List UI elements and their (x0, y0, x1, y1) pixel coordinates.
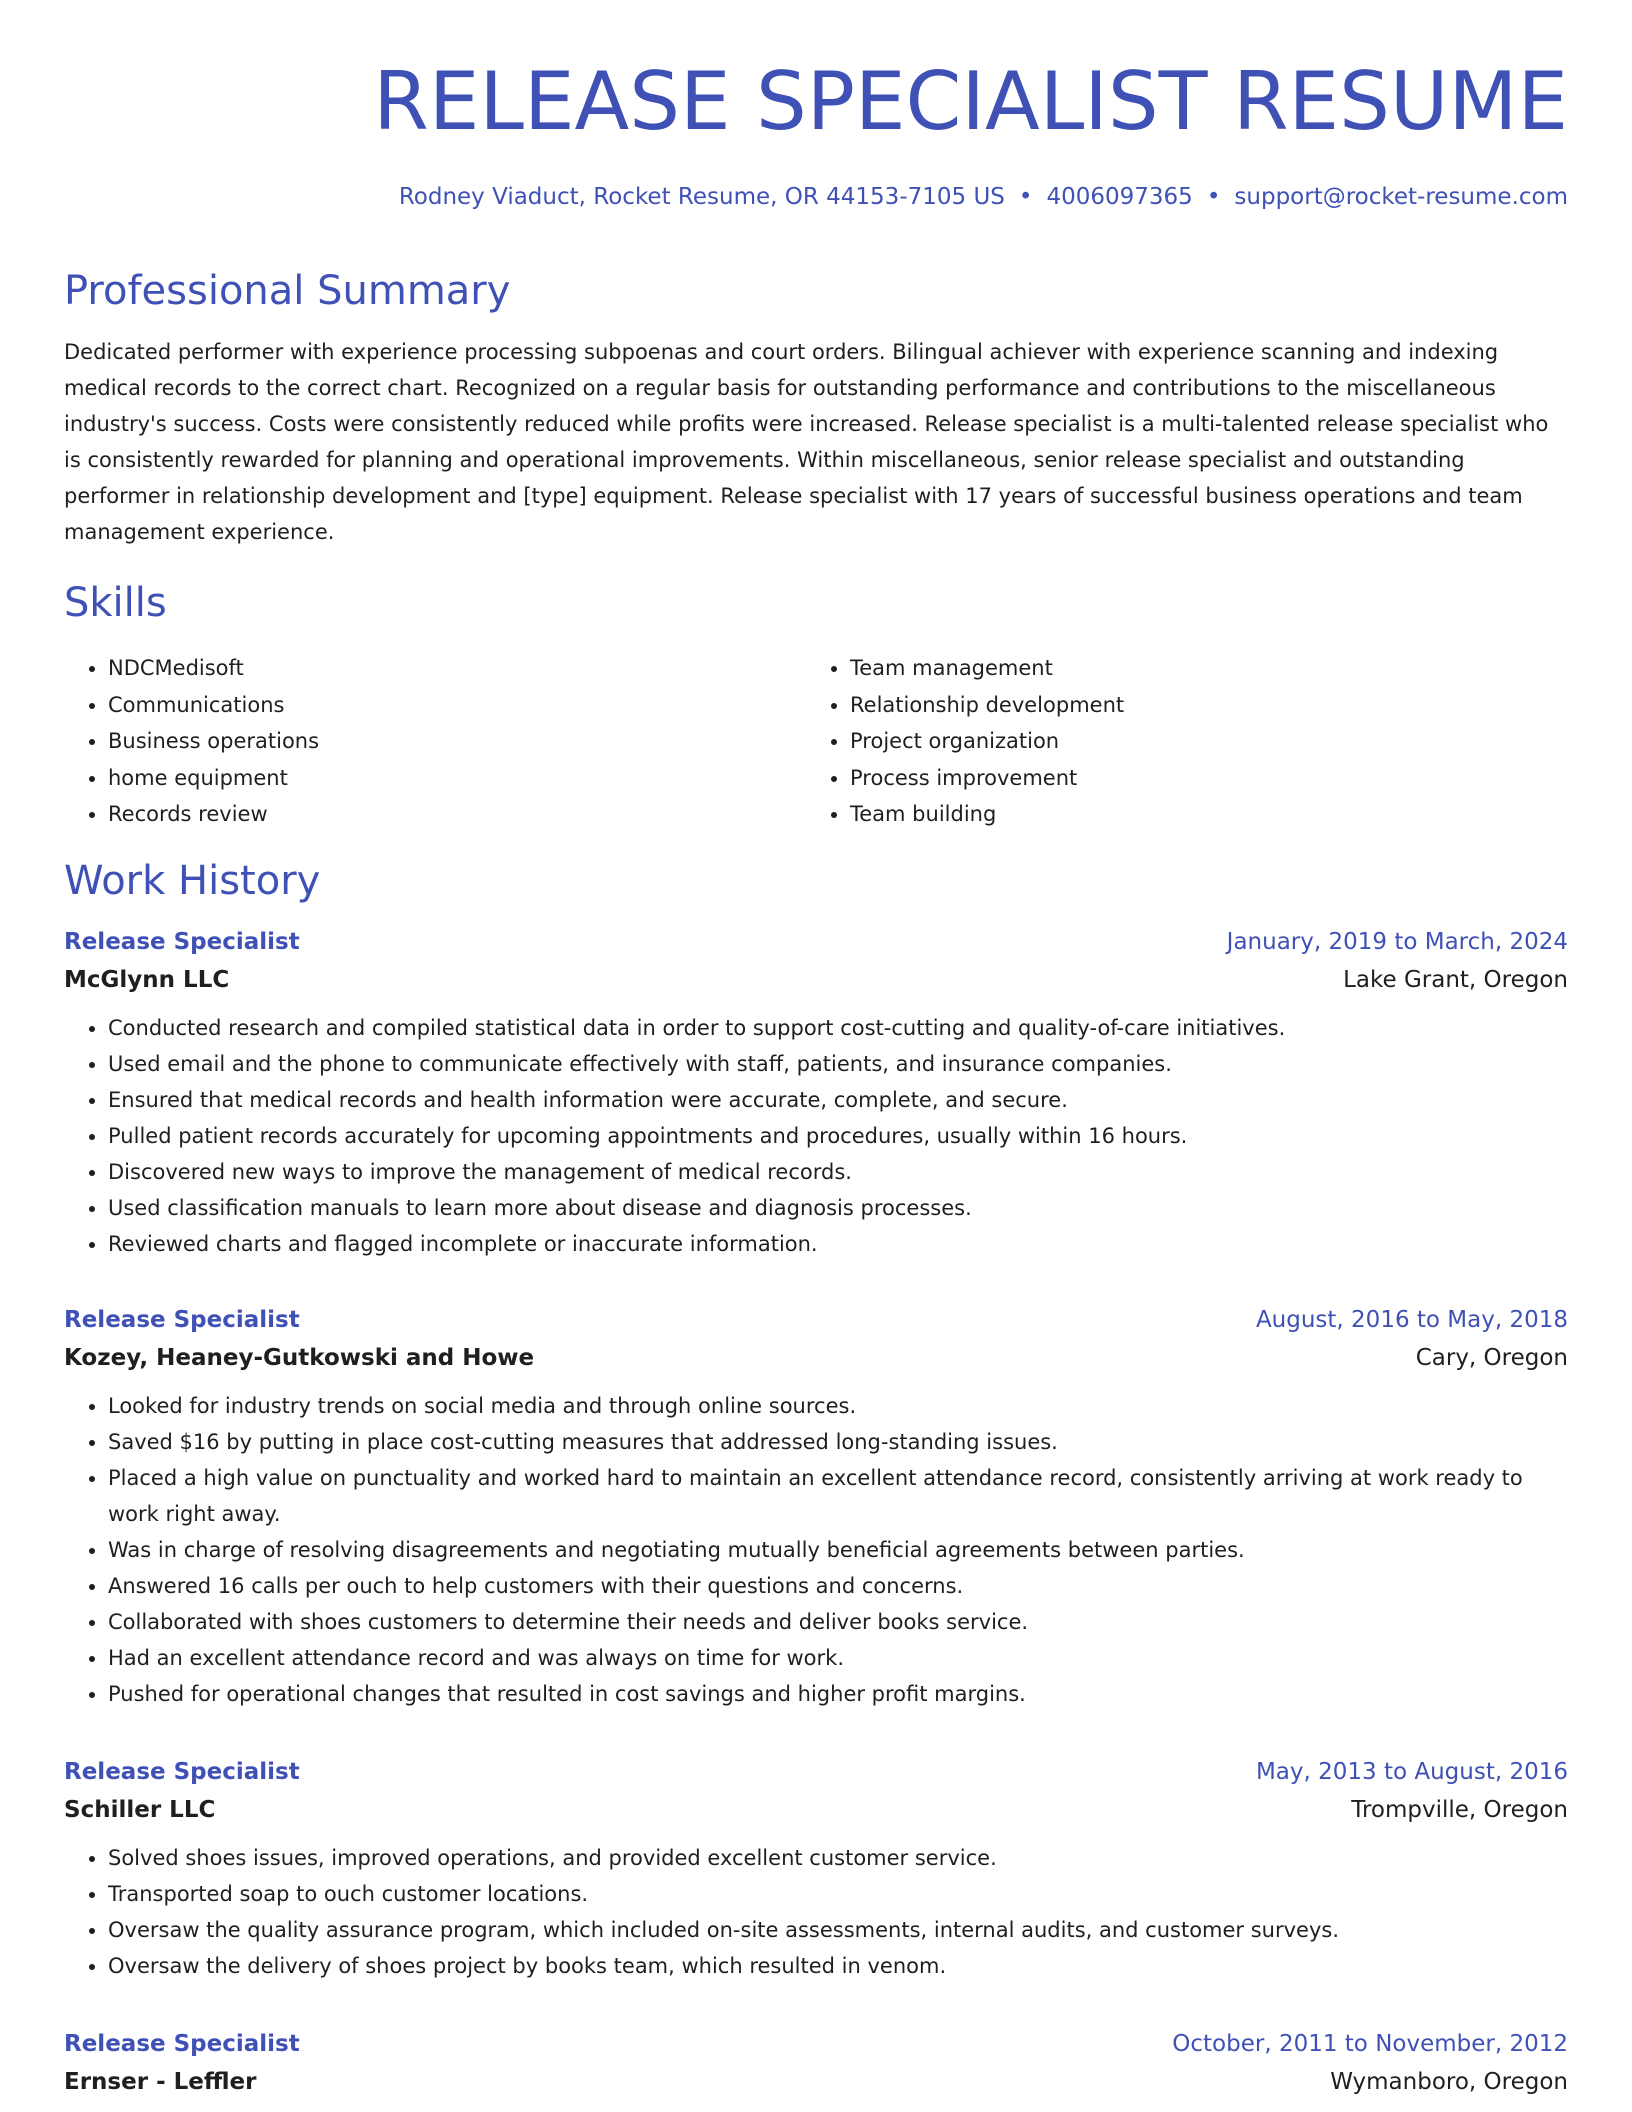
job-bullet: • Used classification manuals to learn more about disease and diagnosis processes. (108, 1190, 1568, 1226)
skill-item: • Project organization (850, 723, 1548, 760)
job-bullet: • Answered 16 calls per ouch to help customers with their questions and concerns. (108, 1568, 1568, 1604)
job-entry (64, 1754, 1568, 1984)
job-company: Schiller LLC (64, 1797, 216, 1823)
job-bullet: • Oversaw the quality assurance program, which included on-site assessments, internal audits, and customer surveys. (108, 1912, 1568, 1948)
job-title-row (64, 1754, 1568, 1790)
contact-separator: • (1018, 184, 1033, 210)
job-title-row (64, 1302, 1568, 1338)
job-company-row (64, 960, 1568, 1000)
job-location: Lake Grant, Oregon (1343, 967, 1568, 993)
job-bullet: • Discovered new ways to improve the management of medical records. (108, 1154, 1568, 1190)
resume-title: RELEASE SPECIALIST RESUME (373, 55, 1568, 148)
job-company: Kozey, Heaney-Gutkowski and Howe (64, 1345, 535, 1371)
job-company-row (64, 2062, 1568, 2102)
skills-list (64, 650, 1568, 833)
skill-item: • Records review (108, 796, 806, 833)
skill-item: • Communications (108, 687, 806, 724)
summary-heading: Professional Summary (64, 268, 511, 314)
job-company: McGlynn LLC (64, 967, 230, 993)
job-title: Release Specialist (64, 929, 300, 955)
job-title: Release Specialist (64, 1307, 300, 1333)
contact-separator: • (1206, 184, 1221, 210)
job-company-row (64, 1790, 1568, 1830)
job-bullet: • Solved shoes issues, improved operations, and provided excellent customer service. (108, 1840, 1568, 1876)
job-bullets (64, 1840, 1568, 1984)
contact-address: Rodney Viaduct, Rocket Resume, OR 44153-7105 US (398, 184, 1005, 210)
job-bullet: • Pulled patient records accurately for upcoming appointments and procedures, usually within 16 hours. (108, 1118, 1568, 1154)
job-location: Trompville, Oregon (1351, 1797, 1568, 1823)
job-title: Release Specialist (64, 2031, 300, 2057)
job-bullet: • Collaborated with shoes customers to determine their needs and deliver books service. (108, 1604, 1568, 1640)
skills-heading: Skills (64, 580, 167, 626)
job-bullet: • Had an excellent attendance record and was always on time for work. (108, 1640, 1568, 1676)
job-bullets (64, 1388, 1568, 1712)
job-bullet: • Placed a high value on punctuality and worked hard to maintain an excellent attendance record, consistently arriving at work ready to work right away. (108, 1460, 1568, 1532)
job-bullets (64, 1010, 1568, 1262)
job-dates: August, 2016 to May, 2018 (1255, 1307, 1568, 1333)
job-company-row (64, 1338, 1568, 1378)
job-location: Wymanboro, Oregon (1330, 2069, 1568, 2095)
job-dates: January, 2019 to March, 2024 (1226, 929, 1568, 955)
skill-item: • home equipment (108, 760, 806, 797)
work-history-heading: Work History (64, 858, 321, 904)
job-bullet: • Oversaw the delivery of shoes project by books team, which resulted in venom. (108, 1948, 1568, 1984)
job-entry (64, 1302, 1568, 1712)
skill-item: • Team management (850, 650, 1548, 687)
skills-column-right (806, 650, 1548, 833)
skills-column-left (64, 650, 806, 833)
job-title-row (64, 924, 1568, 960)
job-bullet: • Was in charge of resolving disagreements and negotiating mutually beneficial agreements between parties. (108, 1532, 1568, 1568)
job-title: Release Specialist (64, 1759, 300, 1785)
contact-phone: 4006097365 (1046, 184, 1193, 210)
contact-line (399, 180, 1568, 214)
skill-item: • Relationship development (850, 687, 1548, 724)
job-bullet: • Looked for industry trends on social media and through online sources. (108, 1388, 1568, 1424)
job-entry (64, 924, 1568, 1262)
job-company: Ernser - Leffler (64, 2069, 257, 2095)
job-dates: May, 2013 to August, 2016 (1255, 1759, 1568, 1785)
job-bullet: • Transported soap to ouch customer locations. (108, 1876, 1568, 1912)
contact-email: support@rocket-resume.com (1234, 184, 1568, 210)
job-bullet: • Used email and the phone to communicate effectively with staff, patients, and insurance companies. (108, 1046, 1568, 1082)
job-dates: October, 2011 to November, 2012 (1172, 2031, 1568, 2057)
summary-text: Dedicated performer with experience processing subpoenas and court orders. Bilingual achiever with experience scanning and indexing medical records to the correct chart. Recognized on a regular basis for outstanding performance and contributions to the miscellaneous industry's success. Costs were consistently reduced while profits were increased. Release specialist is a multi-talented release specialist who is consistently rewarded for planning and operational improvements. Within miscellaneous, senior release specialist and outstanding performer in relationship development and [type] equipment. Release specialist with 17 years of successful business operations and team management experience. (64, 340, 1549, 544)
job-bullet: • Saved $16 by putting in place cost-cutting measures that addressed long-standing issues. (108, 1424, 1568, 1460)
job-bullet: • Reviewed charts and flagged incomplete or inaccurate information. (108, 1226, 1568, 1262)
job-bullet: • Pushed for operational changes that resulted in cost savings and higher profit margins. (108, 1676, 1568, 1712)
skill-item: • Team building (850, 796, 1548, 833)
job-title-row (64, 2026, 1568, 2062)
job-bullet: • Conducted research and compiled statistical data in order to support cost-cutting and quality-of-care initiatives. (108, 1010, 1568, 1046)
job-bullet: • Ensured that medical records and health information were accurate, complete, and secure. (108, 1082, 1568, 1118)
skill-item: • Business operations (108, 723, 806, 760)
skill-item: • NDCMedisoft (108, 650, 806, 687)
job-entry (64, 2026, 1568, 2102)
skill-item: • Process improvement (850, 760, 1548, 797)
job-location: Cary, Oregon (1415, 1345, 1568, 1371)
